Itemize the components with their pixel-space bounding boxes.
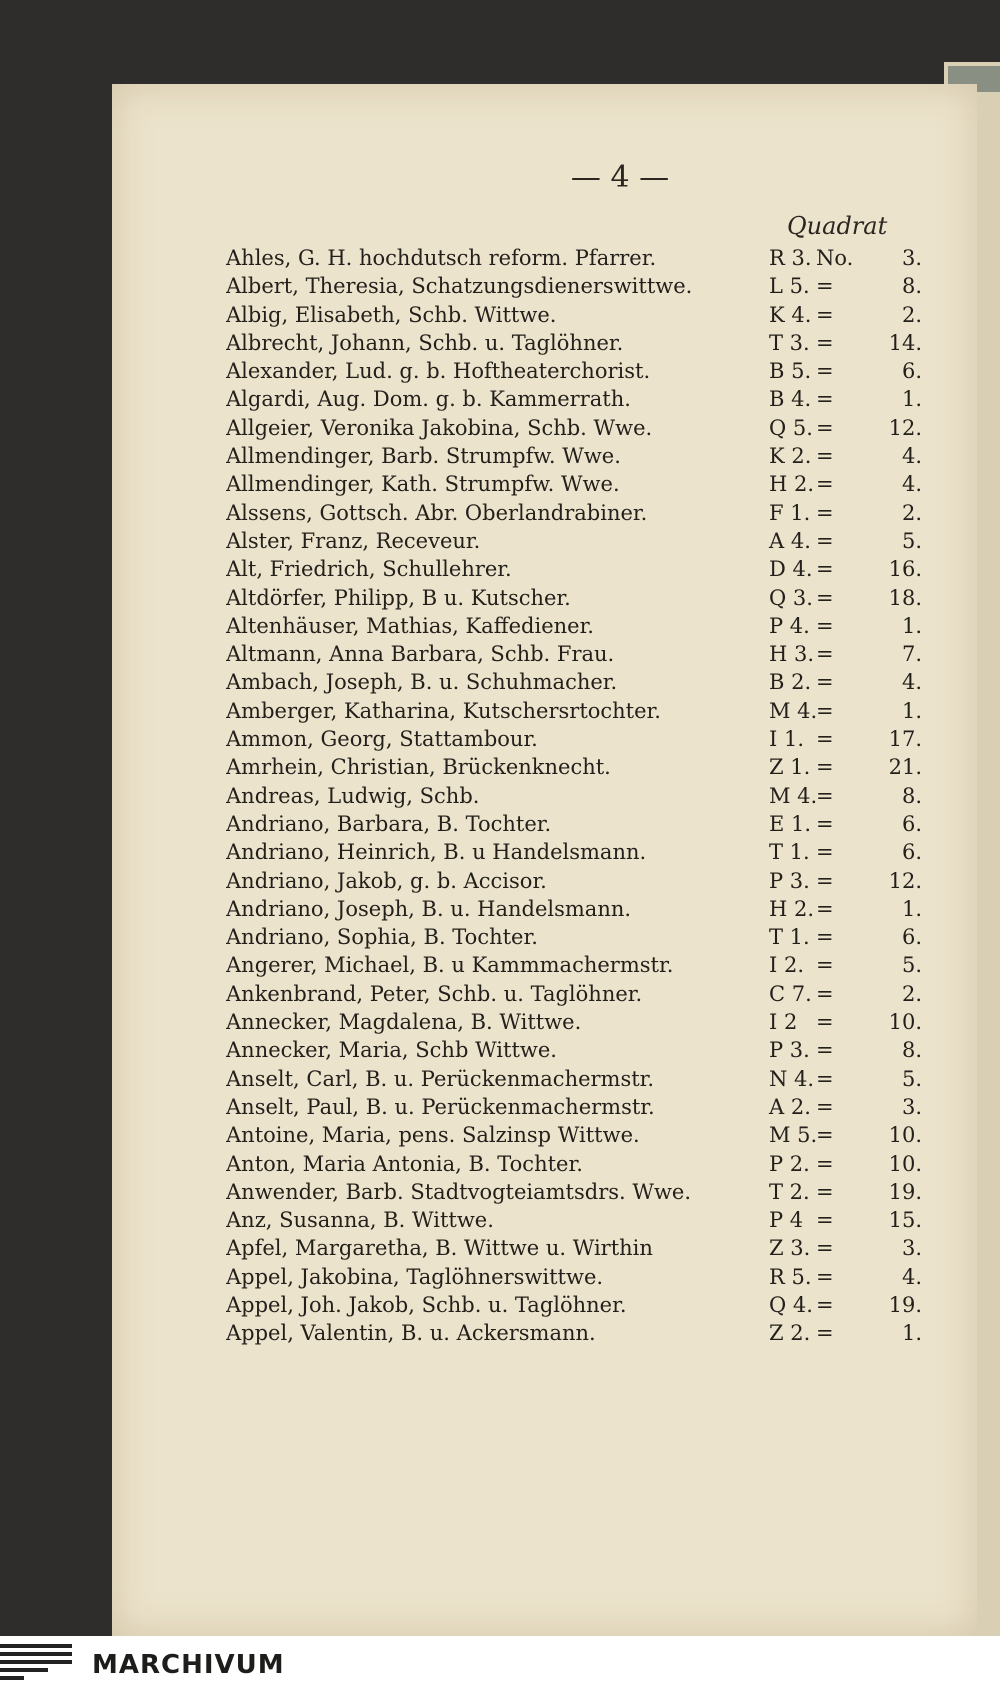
entry-marker: =	[816, 811, 834, 836]
entry-marker: =	[816, 1151, 834, 1176]
list-item	[226, 1150, 926, 1178]
entry-number: 5.	[901, 1066, 922, 1091]
entry-marker: =	[816, 727, 834, 752]
entry-square: B 4.	[769, 387, 812, 412]
list-item	[226, 1093, 926, 1121]
entry-square: E 1.	[769, 811, 812, 836]
entry-marker: =	[816, 387, 834, 412]
entry-name: Annecker, Magdalena, B. Wittwe.	[226, 1010, 582, 1035]
entry-square: Z 3.	[769, 1236, 811, 1261]
page-number: — 4 —	[570, 160, 670, 195]
brand-name: MARCHIVUM	[92, 1650, 285, 1680]
entry-number: 8.	[901, 783, 922, 808]
entry-square: B 5.	[769, 359, 812, 384]
list-item	[226, 668, 926, 696]
entry-marker: =	[816, 1236, 834, 1261]
entry-marker: =	[816, 585, 834, 610]
entry-marker: =	[816, 981, 834, 1006]
entry-name: Albert, Theresia, Schatzungsdienerswittwe.	[226, 274, 693, 299]
entry-marker: =	[816, 896, 834, 921]
entry-square: Q 3.	[769, 585, 813, 610]
list-item	[226, 640, 926, 668]
list-item	[226, 895, 926, 923]
entry-name: Algardi, Aug. Dom. g. b. Kammerrath.	[226, 387, 631, 412]
entry-name: Ahles, G. H. hochdutsch reform. Pfarrer.	[226, 246, 657, 270]
entry-number: 10.	[888, 1151, 922, 1176]
entry-name: Amrhein, Christian, Brückenknecht.	[226, 755, 611, 780]
entry-number: 21.	[888, 755, 922, 780]
entry-name: Andriano, Heinrich, B. u Handelsmann.	[226, 840, 647, 865]
entry-marker: =	[816, 613, 834, 638]
entry-name: Anwender, Barb. Stadtvogteiamtsdrs. Wwe.	[226, 1179, 692, 1204]
entry-square: K 4.	[769, 302, 812, 327]
entry-name: Ambach, Joseph, B. u. Schuhmacher.	[226, 670, 618, 695]
list-item	[226, 838, 926, 866]
entry-marker: =	[816, 302, 834, 327]
entry-name: Antoine, Maria, pens. Salzinsp Wittwe.	[226, 1123, 640, 1148]
entry-square: B 2.	[769, 670, 812, 695]
entry-marker: =	[816, 755, 834, 780]
list-item	[226, 1121, 926, 1149]
entry-number: 4.	[901, 1264, 922, 1289]
entry-number: 10.	[888, 1123, 922, 1148]
entry-number: 17.	[888, 727, 922, 752]
list-item	[226, 725, 926, 753]
entry-number: 1.	[901, 613, 922, 638]
list-item	[226, 867, 926, 895]
list-item	[226, 1263, 926, 1291]
entry-marker: =	[816, 925, 834, 950]
entry-number: 1.	[901, 1321, 922, 1346]
footer-bar	[0, 1636, 1000, 1687]
list-item	[226, 1065, 926, 1093]
entry-number: 1.	[901, 387, 922, 412]
entry-number: 4.	[901, 444, 922, 469]
entry-number: 2.	[901, 500, 922, 525]
list-item	[226, 980, 926, 1008]
list-item	[226, 923, 926, 951]
entry-number: 2.	[901, 981, 922, 1006]
entry-name: Albrecht, Johann, Schb. u. Taglöhner.	[226, 330, 624, 355]
entry-marker: =	[816, 415, 834, 440]
entry-square: T 1.	[769, 925, 810, 950]
entry-number: 18.	[888, 585, 922, 610]
entry-square: P 2.	[769, 1151, 810, 1176]
entry-name: Apfel, Margaretha, B. Wittwe u. Wirthin	[226, 1236, 653, 1261]
entry-square: P 3.	[769, 868, 810, 893]
entry-marker: =	[816, 359, 834, 384]
entry-marker: =	[816, 953, 834, 978]
entry-marker: =	[816, 698, 834, 723]
entry-marker: =	[816, 1066, 834, 1091]
entry-number: 5.	[901, 953, 922, 978]
entry-square: T 2.	[769, 1179, 810, 1204]
entry-marker: =	[816, 642, 834, 667]
list-item	[226, 753, 926, 781]
entry-number: 4.	[901, 472, 922, 497]
entry-marker: =	[816, 1094, 834, 1119]
entry-name: Appel, Valentin, B. u. Ackersmann.	[226, 1321, 596, 1346]
entry-marker: =	[816, 1038, 834, 1063]
entry-name: Andriano, Jakob, g. b. Accisor.	[226, 868, 547, 893]
entry-name: Amberger, Katharina, Kutschersrtochter.	[226, 698, 661, 723]
entry-marker: =	[816, 840, 834, 865]
entry-number: 8.	[901, 1038, 922, 1063]
entry-name: Altmann, Anna Barbara, Schb. Frau.	[226, 642, 615, 667]
entry-square: M 5.	[769, 1123, 818, 1148]
entry-square: R 3.	[769, 246, 812, 270]
entry-number: 12.	[888, 415, 922, 440]
list-item	[226, 1319, 926, 1347]
entry-square: D 4.	[769, 557, 813, 582]
entry-square: H 2.	[769, 472, 815, 497]
entry-name: Appel, Joh. Jakob, Schb. u. Taglöhner.	[226, 1292, 627, 1317]
list-item	[226, 1234, 926, 1262]
entry-marker: =	[816, 1208, 834, 1233]
list-item	[226, 1291, 926, 1319]
entry-square: Z 2.	[769, 1321, 811, 1346]
list-item	[226, 555, 926, 583]
entry-marker: =	[816, 330, 834, 355]
list-item	[226, 244, 926, 272]
list-item	[226, 584, 926, 612]
list-item	[226, 442, 926, 470]
entry-number: 6.	[901, 811, 922, 836]
entry-number: 12.	[888, 868, 922, 893]
list-item	[226, 301, 926, 329]
list-item	[226, 527, 926, 555]
entry-number: 1.	[901, 698, 922, 723]
entry-number: 7.	[901, 642, 922, 667]
entry-name: Appel, Jakobina, Taglöhnerswittwe.	[226, 1264, 604, 1289]
entry-number: 15.	[888, 1208, 922, 1233]
entry-marker: =	[816, 1264, 834, 1289]
entry-marker: =	[816, 783, 834, 808]
entry-number: 8.	[901, 274, 922, 299]
entry-square: M 4.	[769, 698, 818, 723]
entry-marker: =	[816, 274, 834, 299]
entry-square: Q 4.	[769, 1292, 813, 1317]
entry-marker: =	[816, 1292, 834, 1317]
entry-square: A 2.	[769, 1094, 811, 1119]
entry-number: 10.	[888, 1010, 922, 1035]
list-item	[226, 612, 926, 640]
list-item	[226, 1008, 926, 1036]
address-list	[226, 244, 926, 1348]
entry-square: Z 1.	[769, 755, 811, 780]
entry-name: Alexander, Lud. g. b. Hoftheaterchorist.	[226, 359, 651, 384]
entry-square: Q 5.	[769, 415, 813, 440]
entry-marker: =	[816, 444, 834, 469]
entry-number: 5.	[901, 528, 922, 553]
marchivum-logo-icon	[0, 1644, 72, 1680]
entry-square: A 4.	[769, 528, 811, 553]
entry-name: Altenhäuser, Mathias, Kaffediener.	[226, 613, 594, 638]
entry-number: 2.	[901, 302, 922, 327]
entry-marker: =	[816, 500, 834, 525]
entry-marker: =	[816, 1123, 834, 1148]
list-item	[226, 697, 926, 725]
entry-name: Andriano, Joseph, B. u. Handelsmann.	[226, 896, 632, 921]
entry-number: 3.	[901, 246, 922, 270]
entry-square: I 2.	[769, 953, 805, 978]
entry-number: 4.	[901, 670, 922, 695]
entry-marker: =	[816, 557, 834, 582]
entry-name: Alssens, Gottsch. Abr. Oberlandrabiner.	[226, 500, 648, 525]
entry-square: I 2	[769, 1010, 798, 1035]
entry-marker: =	[816, 868, 834, 893]
list-item	[226, 385, 926, 413]
entry-number: 3.	[901, 1236, 922, 1261]
entry-square: T 3.	[769, 330, 810, 355]
entry-number: 19.	[888, 1179, 922, 1204]
list-item	[226, 1178, 926, 1206]
entry-number: 16.	[888, 557, 922, 582]
entry-name: Andreas, Ludwig, Schb.	[226, 783, 480, 808]
entry-name: Anselt, Paul, B. u. Perückenmachermstr.	[226, 1094, 655, 1119]
entry-square: F 1.	[769, 500, 811, 525]
entry-name: Alster, Franz, Receveur.	[226, 528, 481, 553]
entry-number: 6.	[901, 359, 922, 384]
list-item	[226, 414, 926, 442]
list-item	[226, 272, 926, 300]
entry-name: Anselt, Carl, B. u. Perückenmachermstr.	[226, 1066, 655, 1091]
list-item	[226, 951, 926, 979]
entry-marker: =	[816, 670, 834, 695]
entry-marker: =	[816, 472, 834, 497]
entry-name: Annecker, Maria, Schb Wittwe.	[226, 1038, 557, 1063]
entry-square: K 2.	[769, 444, 812, 469]
list-item	[226, 499, 926, 527]
entry-name: Ammon, Georg, Stattambour.	[226, 727, 538, 752]
entry-name: Ankenbrand, Peter, Schb. u. Taglöhner.	[226, 981, 643, 1006]
entry-square: H 2.	[769, 896, 815, 921]
entry-square: T 1.	[769, 840, 810, 865]
entry-marker: =	[816, 1010, 834, 1035]
entry-name: Altdörfer, Philipp, B u. Kutscher.	[226, 585, 571, 610]
entry-number: 6.	[901, 925, 922, 950]
entry-marker: No.	[816, 246, 854, 270]
entry-number: 6.	[901, 840, 922, 865]
entry-name: Anz, Susanna, B. Wittwe.	[226, 1208, 494, 1233]
entry-square: N 4.	[769, 1066, 815, 1091]
entry-number: 1.	[901, 896, 922, 921]
entry-marker: =	[816, 528, 834, 553]
entry-name: Alt, Friedrich, Schullehrer.	[226, 557, 512, 582]
entry-square: H 3.	[769, 642, 815, 667]
entry-number: 14.	[888, 330, 922, 355]
entry-square: P 3.	[769, 1038, 810, 1063]
entry-name: Allmendinger, Kath. Strumpfw. Wwe.	[226, 472, 620, 497]
entry-name: Albig, Elisabeth, Schb. Wittwe.	[226, 302, 557, 327]
list-item	[226, 357, 926, 385]
entry-square: L 5.	[769, 274, 810, 299]
entry-name: Andriano, Barbara, B. Tochter.	[226, 811, 552, 836]
entry-square: C 7.	[769, 981, 812, 1006]
entry-square: P 4.	[769, 613, 810, 638]
entry-marker: =	[816, 1179, 834, 1204]
list-item	[226, 1206, 926, 1234]
entry-square: R 5.	[769, 1264, 812, 1289]
list-item	[226, 810, 926, 838]
list-item	[226, 782, 926, 810]
entry-square: M 4.	[769, 783, 818, 808]
entry-name: Allgeier, Veronika Jakobina, Schb. Wwe.	[226, 415, 653, 440]
list-item	[226, 470, 926, 498]
entry-name: Angerer, Michael, B. u Kammmachermstr.	[226, 953, 674, 978]
entry-name: Allmendinger, Barb. Strumpfw. Wwe.	[226, 444, 621, 469]
entry-number: 3.	[901, 1094, 922, 1119]
entry-name: Andriano, Sophia, B. Tochter.	[226, 925, 538, 950]
entry-number: 19.	[888, 1292, 922, 1317]
entry-name: Anton, Maria Antonia, B. Tochter.	[226, 1151, 583, 1176]
list-item	[226, 1036, 926, 1064]
entry-square: P 4	[769, 1208, 804, 1233]
list-item	[226, 329, 926, 357]
entry-square: I 1.	[769, 727, 805, 752]
entry-marker: =	[816, 1321, 834, 1346]
column-header-quadrat: Quadrat	[787, 212, 888, 240]
